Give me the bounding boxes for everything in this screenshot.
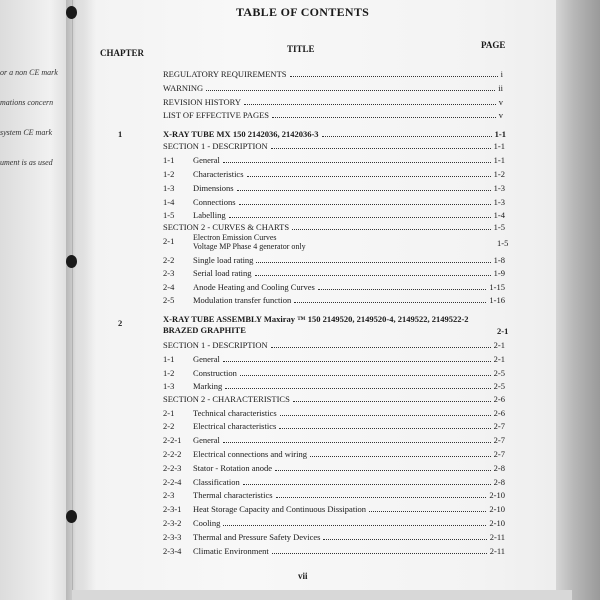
entry-label: REGULATORY REQUIREMENTS: [163, 69, 287, 79]
toc-entry: [193, 490, 505, 500]
leader-dots: [271, 347, 491, 348]
leader-dots: [279, 428, 490, 429]
chapter-title-line2: BRAZED GRAPHITE: [163, 325, 246, 335]
toc-entry: [193, 477, 505, 487]
entry-label: Heat Storage Capacity and Continuous Dissipation: [193, 504, 367, 514]
entry-label: Modulation transfer function: [193, 295, 292, 305]
toc-entry: [193, 546, 505, 556]
entry-page: 1-3: [493, 183, 505, 193]
entry-page: ii: [498, 83, 503, 93]
page-bottom-edge: [72, 590, 572, 600]
section-title: SECTION 1 - DESCRIPTION: [163, 340, 268, 350]
entry-label: General: [193, 354, 220, 364]
entry-page: 1-4: [493, 210, 505, 220]
leader-dots: [272, 553, 487, 554]
entry-number: 1-2: [163, 368, 175, 378]
entry-number: 2-3-3: [163, 532, 182, 542]
leader-dots: [271, 148, 491, 149]
binder-hole: [66, 6, 77, 19]
entry-page: 1-2: [493, 169, 505, 179]
leader-dots: [255, 275, 491, 276]
entry-page: v: [498, 110, 503, 120]
entry-number: 1-1: [163, 354, 175, 364]
entry-label: Serial load rating: [193, 268, 252, 278]
page-number-footer: vii: [298, 571, 308, 581]
entry-page: 2-10: [489, 504, 505, 514]
leader-dots: [206, 90, 495, 91]
leader-dots: [223, 361, 491, 362]
entry-number: 2-5: [163, 295, 175, 305]
toc-entry: [193, 518, 505, 528]
entry-label: Thermal and Pressure Safety Devices: [193, 532, 321, 542]
entry-page: 2-7: [493, 421, 505, 431]
leader-dots: [243, 484, 491, 485]
entry-page: 2-10: [489, 518, 505, 528]
entry-label: Stator - Rotation anode: [193, 463, 273, 473]
entry-page: 1-9: [493, 268, 505, 278]
entry-number: 1-1: [163, 155, 175, 165]
entry-page: 1-8: [493, 255, 505, 265]
section-heading-row: [163, 340, 505, 350]
toc-entry: [193, 183, 505, 193]
entry-label: Construction: [193, 368, 237, 378]
entry-label: General: [193, 155, 220, 165]
leader-dots: [239, 204, 491, 205]
entry-number: 1-3: [163, 381, 175, 391]
leader-dots: [276, 497, 487, 498]
left-page-line: mations concern: [0, 98, 54, 107]
section-page: 1-5: [493, 222, 505, 232]
toc-entry: [193, 169, 505, 179]
leader-dots: [275, 470, 491, 471]
leader-dots: [240, 375, 491, 376]
front-matter-row: [163, 110, 503, 120]
entry-page: 2-8: [493, 463, 505, 473]
entry-number: 2-2-1: [163, 435, 182, 445]
page-stack-edge: [556, 0, 600, 600]
leader-dots: [237, 190, 491, 191]
entry-label-line1: Electron Emission Curves: [193, 233, 277, 242]
toc-entry: [193, 368, 505, 378]
toc-entry: [193, 435, 505, 445]
entry-label: Connections: [193, 197, 236, 207]
chapter-title-row: [163, 129, 506, 139]
toc-entry: [193, 255, 505, 265]
entry-number: 2-1: [163, 236, 175, 246]
section-title: SECTION 2 - CURVES & CHARTS: [163, 222, 290, 232]
entry-number: 1-2: [163, 169, 175, 179]
section-page: 1-1: [493, 141, 505, 151]
binder-hole: [66, 510, 77, 523]
entry-page: 2-11: [489, 546, 505, 556]
leader-dots: [247, 176, 491, 177]
entry-page: 2-11: [489, 532, 505, 542]
entry-number: 2-3: [163, 268, 175, 278]
entry-label: Electrical characteristics: [193, 421, 277, 431]
entry-number: 2-3-4: [163, 546, 182, 556]
leader-dots: [223, 442, 491, 443]
leader-dots: [293, 401, 491, 402]
leader-dots: [292, 229, 491, 230]
toc-entry: [193, 155, 505, 165]
leader-dots: [229, 217, 491, 218]
page-column-header: PAGE: [481, 40, 506, 50]
entry-page: 2-5: [493, 368, 505, 378]
entry-label: Electrical connections and wiring: [193, 449, 307, 459]
entry-label: Thermal characteristics: [193, 490, 273, 500]
left-page-line: or a non CE mark: [0, 68, 58, 77]
left-page-line: ument is as used: [0, 158, 53, 167]
entry-label: Marking: [193, 381, 223, 391]
chapter-column-header: CHAPTER: [100, 48, 145, 58]
front-matter-row: [163, 83, 503, 93]
toc-entry: [193, 421, 505, 431]
section-page: 2-6: [493, 394, 505, 404]
leader-dots: [294, 302, 486, 303]
entry-page: i: [500, 69, 503, 79]
leader-dots: [323, 539, 486, 540]
chapter-number: 2: [118, 318, 123, 328]
entry-page: 1-5: [497, 238, 509, 248]
chapter-title-line1: X-RAY TUBE ASSEMBLY Maxiray ™ 150 2149520, 2149520-4, 2149522, 2149522-2: [163, 314, 469, 324]
toc-entry: [193, 210, 505, 220]
page-title: TABLE OF CONTENTS: [236, 5, 370, 19]
entry-page: 2-7: [493, 449, 505, 459]
entry-number: 2-2-3: [163, 463, 182, 473]
section-title: SECTION 2 - CHARACTERISTICS: [163, 394, 290, 404]
entry-number: 1-4: [163, 197, 175, 207]
leader-dots: [223, 162, 491, 163]
entry-label: General: [193, 435, 220, 445]
entry-page: 2-8: [493, 477, 505, 487]
leader-dots: [272, 117, 496, 118]
entry-page: 1-16: [489, 295, 505, 305]
entry-label: REVISION HISTORY: [163, 97, 242, 107]
chapter-number: 1: [118, 129, 123, 139]
toc-entry: [193, 295, 505, 305]
leader-dots: [256, 262, 490, 263]
left-page-line: system CE mark: [0, 128, 52, 137]
entry-label: Single load rating: [193, 255, 254, 265]
section-heading-row: [163, 222, 505, 232]
chapter-page: 2-1: [497, 326, 509, 336]
title-column-header: TITLE: [287, 44, 315, 54]
leader-dots: [318, 289, 487, 290]
leader-dots: [244, 104, 496, 105]
entry-number: 1-3: [163, 183, 175, 193]
toc-entry: [193, 449, 505, 459]
entry-number: 2-3: [163, 490, 175, 500]
entry-label: WARNING: [163, 83, 204, 93]
entry-number: 2-2-2: [163, 449, 182, 459]
entry-page: 1-15: [489, 282, 505, 292]
leader-dots: [369, 511, 486, 512]
chapter-page: 1-1: [494, 129, 506, 139]
entry-number: 2-2: [163, 421, 175, 431]
leader-dots: [223, 525, 486, 526]
entry-page: 2-5: [493, 381, 505, 391]
toc-entry: [193, 463, 505, 473]
entry-label: Cooling: [193, 518, 221, 528]
entry-label: Anode Heating and Cooling Curves: [193, 282, 315, 292]
entry-page: 2-10: [489, 490, 505, 500]
entry-label: Technical characteristics: [193, 408, 277, 418]
entry-label: LIST OF EFFECTIVE PAGES: [163, 110, 270, 120]
toc-entry: [193, 282, 505, 292]
leader-dots: [225, 388, 490, 389]
entry-label: Dimensions: [193, 183, 234, 193]
toc-entry: [193, 532, 505, 542]
toc-entry: [193, 381, 505, 391]
front-matter-row: [163, 97, 503, 107]
entry-number: 2-2: [163, 255, 175, 265]
leader-dots: [322, 136, 492, 137]
binder-hole: [66, 255, 77, 268]
section-heading-row: [163, 394, 505, 404]
leader-dots: [310, 456, 491, 457]
entry-number: 2-1: [163, 408, 175, 418]
left-facing-page: [0, 0, 73, 600]
entry-page: 1-3: [493, 197, 505, 207]
toc-entry: [193, 268, 505, 278]
entry-page: 2-6: [493, 408, 505, 418]
entry-number: 2-4: [163, 282, 175, 292]
entry-number: 1-5: [163, 210, 175, 220]
entry-label: Climatic Environment: [193, 546, 269, 556]
entry-page: 2-1: [493, 354, 505, 364]
section-heading-row: [163, 141, 505, 151]
entry-page: v: [498, 97, 503, 107]
front-matter-row: [163, 69, 503, 79]
leader-dots: [280, 415, 491, 416]
chapter-title-block: [163, 314, 469, 336]
entry-label: Characteristics: [193, 169, 244, 179]
leader-dots: [290, 76, 498, 77]
chapter-title: X-RAY TUBE MX 150 2142036, 2142036-3: [163, 129, 319, 139]
entry-number: 2-2-4: [163, 477, 182, 487]
entry-label-line2: Voltage MP Phase 4 generator only: [193, 242, 306, 251]
entry-label: Labelling: [193, 210, 226, 220]
entry-page: 2-7: [493, 435, 505, 445]
toc-entry: [193, 504, 505, 514]
toc-entry: [193, 197, 505, 207]
entry-page: 1-1: [493, 155, 505, 165]
section-page: 2-1: [493, 340, 505, 350]
multiline-entry: [193, 233, 306, 251]
entry-number: 2-3-1: [163, 504, 182, 514]
section-title: SECTION 1 - DESCRIPTION: [163, 141, 268, 151]
toc-entry: [193, 408, 505, 418]
entry-number: 2-3-2: [163, 518, 182, 528]
entry-label: Classification: [193, 477, 240, 487]
toc-entry: [193, 354, 505, 364]
